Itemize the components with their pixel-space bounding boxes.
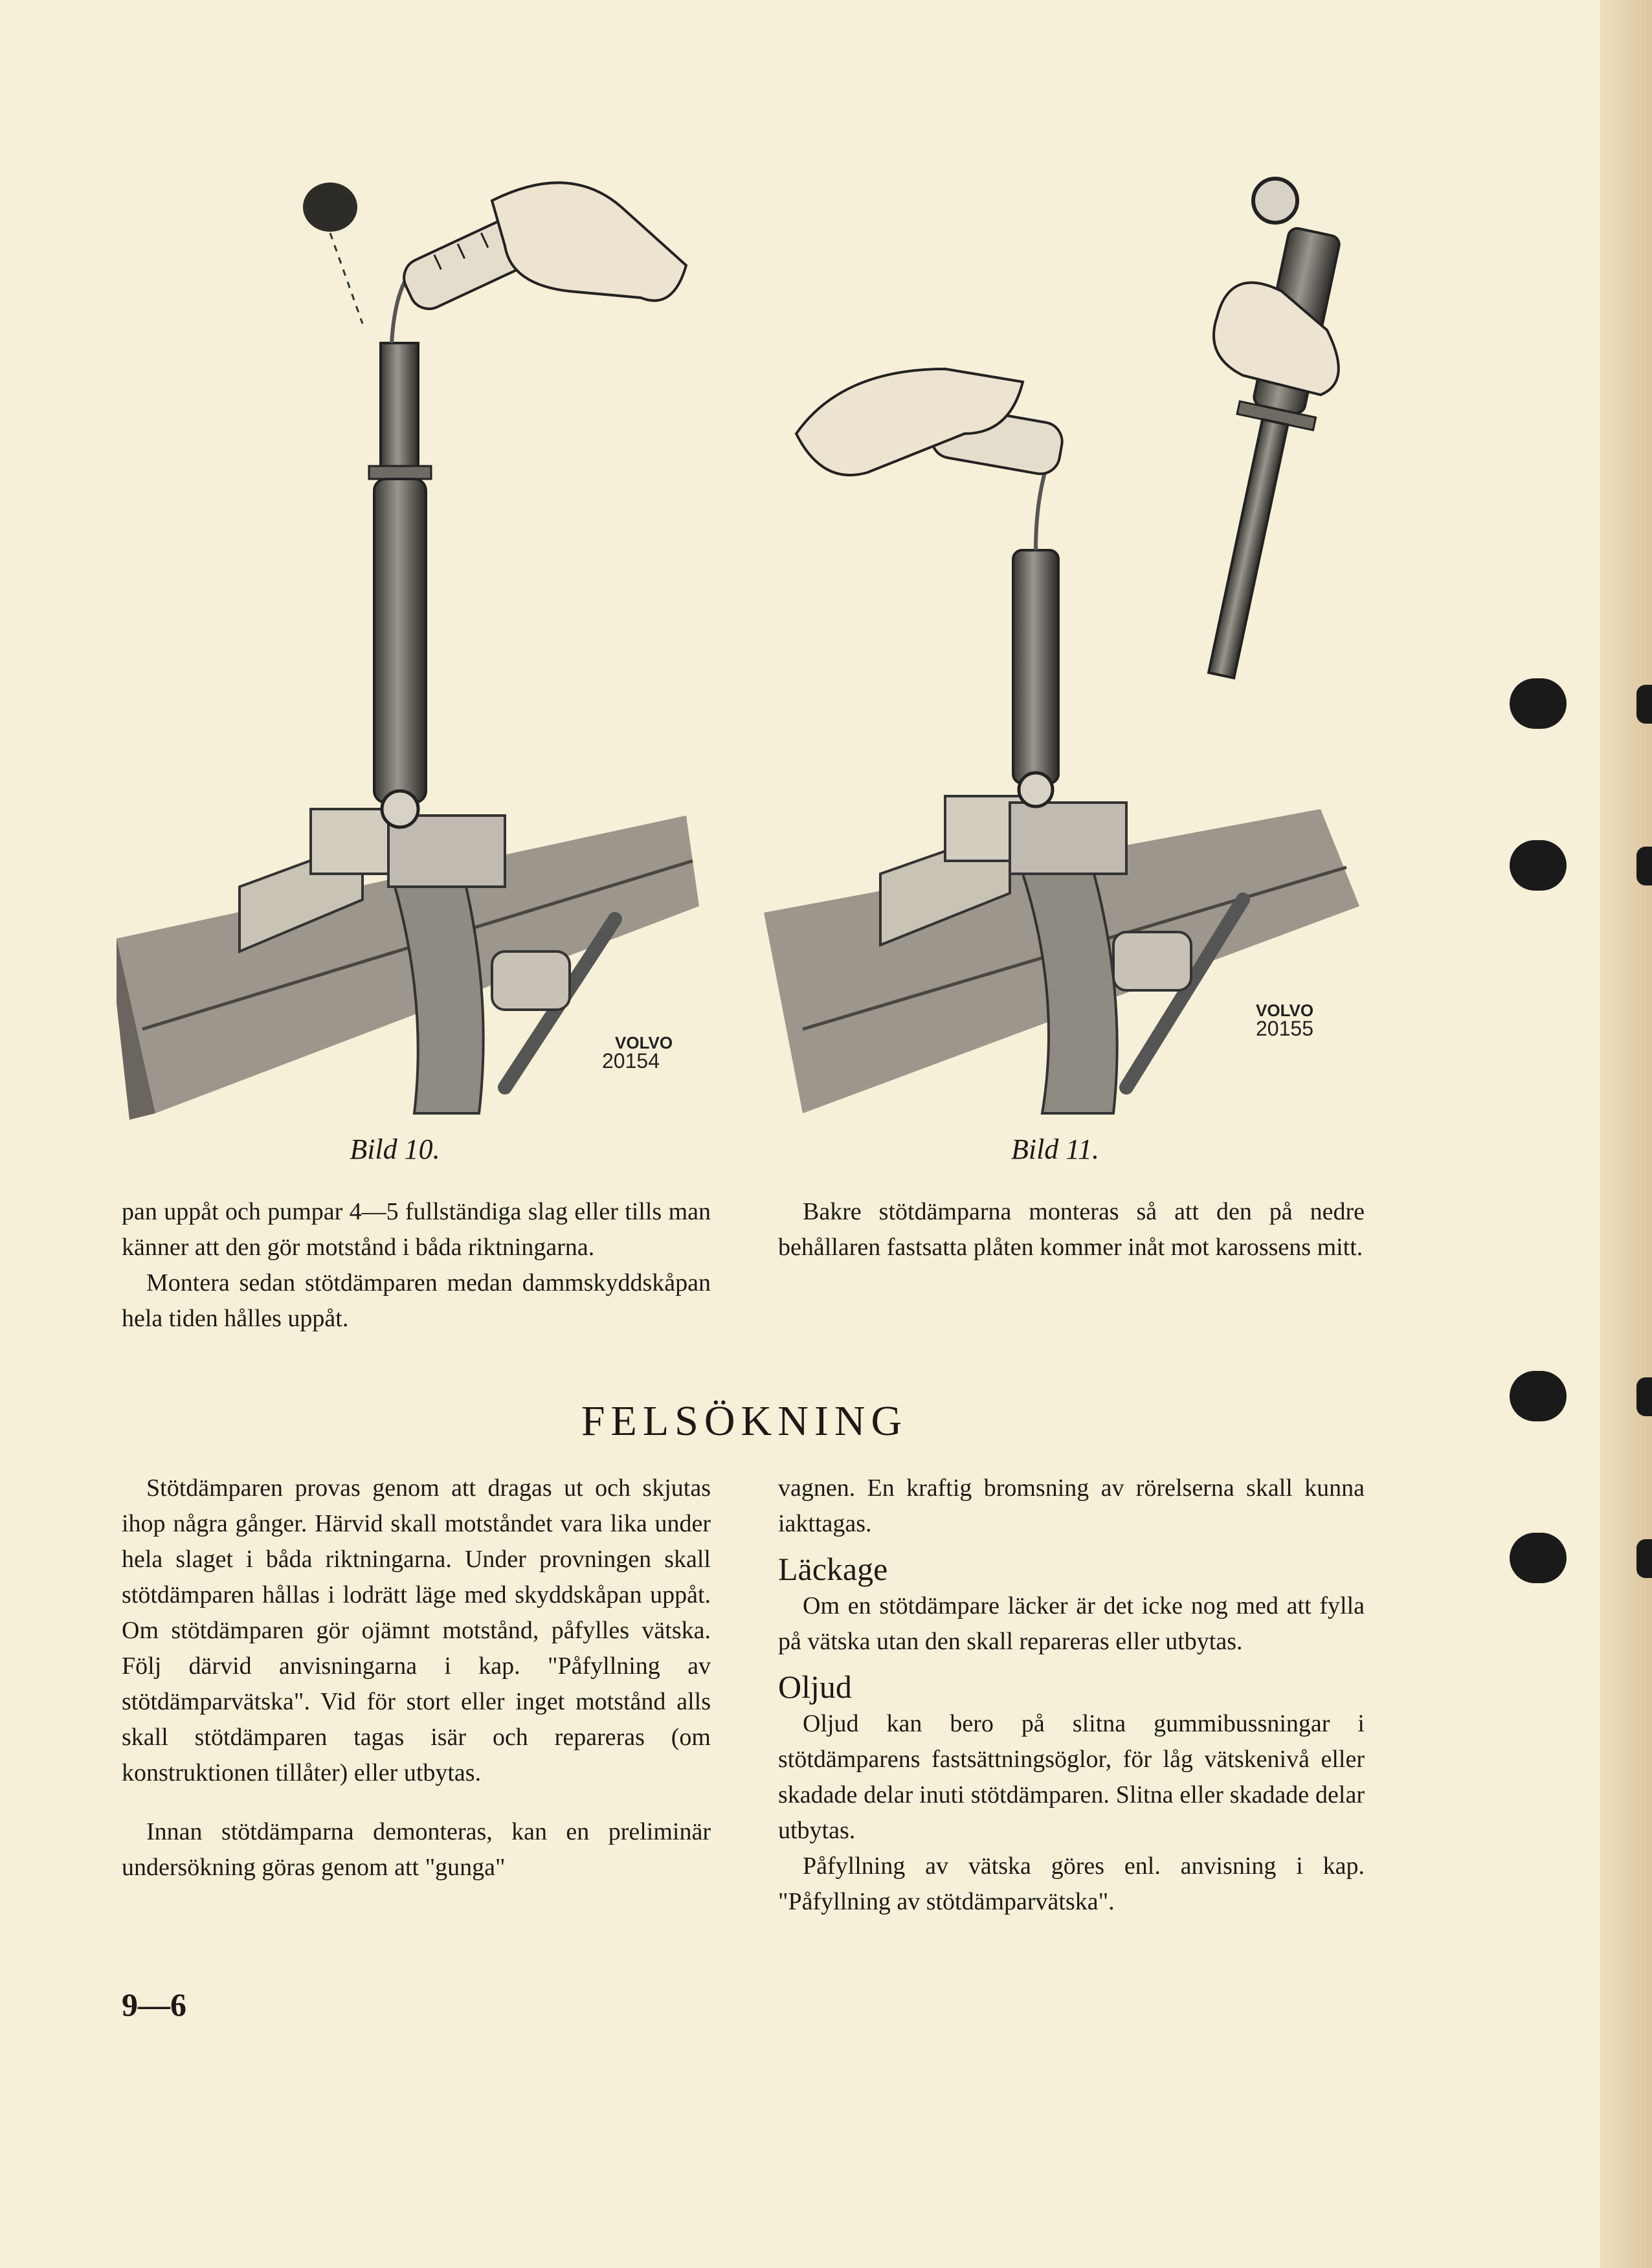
- figure-11-caption: Bild 11.: [1010, 1133, 1100, 1165]
- page-edge: [1600, 0, 1652, 2268]
- paragraph-leakage: Om en stötdämpare läcker är det icke nog med att fylla på vätska utan den skall repareras eller utbytas.: [778, 1592, 1365, 1655]
- figure-11-volvo-mark: VOLVO: [1256, 1001, 1314, 1020]
- binder-hole-4: [1510, 1533, 1567, 1583]
- binder-hole-1: [1510, 678, 1567, 729]
- upper-right-column: [778, 1194, 1365, 1265]
- subheading-noise: Oljud: [778, 1669, 852, 1705]
- page-number: 9—6: [122, 1986, 186, 2023]
- upper-left-column: [122, 1194, 711, 1337]
- binder-tab-1: [1636, 685, 1652, 724]
- figure-10-caption: Bild 10.: [350, 1133, 440, 1165]
- figure-10-illustration: [117, 162, 712, 1120]
- paragraph-braking: vagnen. En kraftig bromsning av rörelserna skall kunna iakttagas.: [778, 1474, 1365, 1537]
- figure-10-number: 20154: [602, 1049, 660, 1073]
- lower-right-column: [778, 1471, 1365, 1920]
- lower-left-column: [122, 1471, 711, 1885]
- paragraph-preliminary: Innan stötdämparna demonteras, kan en preliminär undersökning göras genom att "gunga": [122, 1818, 711, 1881]
- paragraph-refill: Påfyllning av vätska göres enl. anvisning i kap. "Påfyllning av stötdämparvätska".: [778, 1852, 1365, 1915]
- figure-10-volvo-mark: VOLVO: [615, 1033, 673, 1052]
- section-heading: FELSÖKNING: [581, 1397, 908, 1445]
- paragraph-rear-mount: Bakre stötdämparna monteras så att den på nedre behållaren fastsatta plåten kommer inåt mot karossens mitt.: [778, 1198, 1365, 1261]
- figure-11-number: 20155: [1256, 1017, 1313, 1040]
- binder-tab-2: [1636, 847, 1652, 885]
- binder-tab-3: [1636, 1377, 1652, 1416]
- subheading-leakage: Läckage: [778, 1551, 888, 1587]
- paragraph-noise: Oljud kan bero på slitna gummibussningar i stötdämparens fastsättningsöglor, för låg vätskenivå eller skadade delar inuti stötdämparen. Slitna eller skadade delar utbytas.: [778, 1710, 1365, 1844]
- binder-tab-4: [1636, 1539, 1652, 1578]
- paragraph-test: Stötdämparen provas genom att dragas ut och skjutas ihop några gånger. Härvid skall motståndet vara lika under hela slaget i båda riktningarna. Under provningen skall stötdämparen hållas i lodrätt läge med skyddskåpan uppåt. Om stötdämparen gör ojämnt motstånd, påfylles vätska. Följ därvid anvisningarna i kap. "Påfyllning av stötdämparvätska". Vid för stort eller inget motstånd alls skall stötdämparen tagas isär och repareras (om konstruktionen tillåter) eller utbytas.: [122, 1474, 711, 1786]
- paragraph-pump: pan uppåt och pumpar 4—5 fullständiga slag eller tills man känner att den gör motstånd i båda riktningarna.: [122, 1198, 711, 1261]
- paragraph-mount: Montera sedan stötdämparen medan dammskyddskåpan hela tiden hålles uppåt.: [122, 1269, 711, 1332]
- binder-hole-3: [1510, 1371, 1567, 1421]
- binder-hole-2: [1510, 840, 1567, 891]
- figure-11-illustration: [751, 162, 1372, 1120]
